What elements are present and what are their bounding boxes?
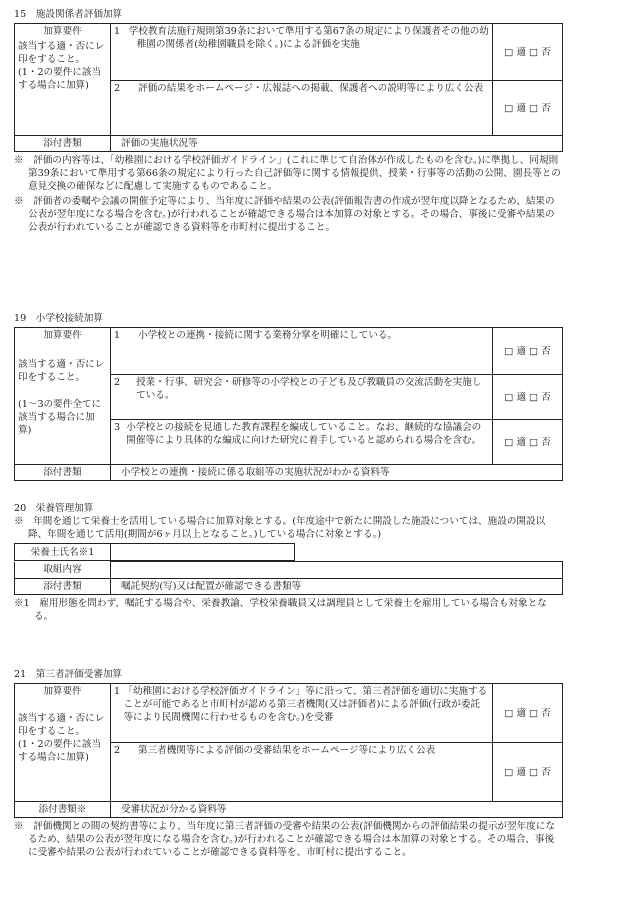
check-appropriate-inappropriate[interactable]: □ 適 □ 否 [504, 766, 551, 778]
note: ※1 雇用形態を問わず、嘱託する場合や、栄養教諭、学校栄養職員又は調理員として栄養士を雇用している場合も対象となる。 [14, 598, 547, 622]
req-desc-text: 該当する適・否にレ印をすること。 (1・2の要件に該当する場合に加算) [18, 41, 105, 91]
item-number: 2 [114, 377, 121, 388]
item-number: 2 [114, 745, 121, 756]
nutritionist-name-table [14, 543, 295, 561]
attachment-value: 嘱託契約(写)又は配置が確認できる書類等 [111, 579, 563, 595]
req-desc-text: (1～3の要件全てに該当する場合に加算) [18, 399, 102, 436]
activity-field[interactable] [111, 562, 563, 579]
check-appropriate-inappropriate[interactable]: □ 適 □ 否 [504, 391, 551, 403]
attachment-label: 添付書類 [15, 136, 111, 152]
nutritionist-name-field[interactable] [111, 544, 295, 561]
attachment-label: 添付書類 [15, 579, 111, 595]
note: ※ 評価者の委嘱や会議の開催予定等により、当年度に評価や結果の公表(評価報告書の作成が翌年度以降となるため、結果の公表が翌年度になる場合を含む。)が行われることが確認できる場合は本加算の対象とする。その場合、事後に受審や結果の公表が行われていることが確認できる資料等を市町村に提出すること。 [14, 196, 555, 233]
req-desc-text: 該当する適・否にレ印をすること。 [18, 359, 105, 383]
item-2 [111, 375, 493, 420]
req-header: 加算要件 [43, 686, 82, 697]
check-cell-3[interactable] [493, 420, 563, 465]
note: ※ 評価の内容等は、「幼稚園における学校評価ガイドライン」(これに準じて自治体が作成したものを含む。)に準拠し、同規則第39条において準用する第66条の規定により行った自己評価等に関する情報提供、授業・行事等の活動の公開、園長等との意見交換の確保などに配慮して実施するものであること。 [14, 155, 561, 192]
item-number: 1 [114, 686, 121, 697]
section-21-table [14, 683, 563, 818]
item-2 [111, 81, 493, 136]
check-appropriate-inappropriate[interactable]: □ 適 □ 否 [504, 102, 551, 114]
item-text: 「幼稚園における学校評価ガイドライン」等に沿って、第三者評価を適切に実施することが可能であると市町村が認める第三者機関(又は評価者)による評価(行政が委託等により民間機関に行わせるものを含む。)を受審 [123, 686, 488, 723]
item-number: 1 [114, 330, 121, 341]
section-20-title: 20 栄養管理加算 [14, 503, 94, 514]
check-cell-2[interactable] [493, 375, 563, 420]
req-header: 加算要件 [43, 330, 82, 341]
check-appropriate-inappropriate[interactable]: □ 適 □ 否 [504, 707, 551, 719]
item-number: 2 [114, 83, 121, 94]
section-19-table [14, 327, 563, 481]
note: ※ 評価機関との間の契約書等により、当年度に第三者評価の受審や結果の公表(評価機関からの評価結果の提示が翌年度になるため、結果の公表が翌年度になる場合を含む。)が行われることが確認できる場合は本加算の対象とする。その場合、事後に受審や結果の公表が行われていることが確認できる資料等を、市町村に提出すること。 [14, 821, 555, 858]
section-15 [14, 8, 562, 234]
item-text: 評価の結果をホームページ・広報誌への掲載、保護者への説明等により広く公表 [138, 83, 484, 94]
req-description [15, 684, 111, 802]
item-1 [111, 684, 493, 743]
check-cell-1[interactable] [493, 24, 563, 81]
note: ※ 年間を通じて栄養士を活用している場合に加算対象とする。(年度途中で新たに開設した施設については、施設の開設以降、年間を通じて活用(期間が6ヶ月以上となること。)している場合に対象とする。) [14, 516, 546, 540]
item-text: 学校教育法施行規則第39条において準用する第67条の規定により保護者その他の幼稚園の関係者(幼稚園職員を除く。)による評価を実施 [128, 26, 489, 50]
section-21 [14, 668, 562, 859]
attachment-value: 小学校との連携・接続に係る取組等の実施状況がわかる資料等 [111, 465, 563, 481]
item-number: 1 [114, 26, 121, 37]
check-cell-1[interactable] [493, 684, 563, 743]
item-text: 小学校との連携・接続に関する業務分掌を明確にしている。 [138, 330, 398, 341]
check-appropriate-inappropriate[interactable]: □ 適 □ 否 [504, 436, 551, 448]
check-cell-2[interactable] [493, 81, 563, 136]
section-15-title: 15 施設関係者評価加算 [14, 9, 123, 20]
activity-label: 取組内容 [15, 562, 111, 579]
item-text: 第三者機関等による評価の受審結果をホームページ等により広く公表 [138, 745, 436, 756]
check-appropriate-inappropriate[interactable]: □ 適 □ 否 [504, 345, 551, 357]
item-text: 小学校との接続を見通した教育課程を編成していること。なお、継続的な協議会の開催等により具体的な編成に向けた研究に着手していると認められる場合を含む。 [126, 422, 482, 446]
req-description [15, 328, 111, 465]
section-19-title: 19 小学校接続加算 [14, 313, 103, 324]
nutritionist-name-label: 栄養士氏名※1 [15, 544, 111, 561]
section-21-title: 21 第三者評価受審加算 [14, 669, 123, 680]
check-cell-1[interactable] [493, 328, 563, 375]
attachment-value: 評価の実施状況等 [111, 136, 563, 152]
section-20-table [14, 561, 563, 595]
section-15-table [14, 23, 563, 152]
req-desc-text: 該当する適・否にレ印をすること。 (1・2の要件に該当する場合に加算) [18, 713, 105, 763]
req-description [15, 39, 111, 136]
section-19 [14, 312, 562, 481]
attachment-label: 添付書類※ [15, 802, 111, 818]
section-20 [14, 502, 562, 623]
item-number: 3 [114, 422, 121, 433]
req-header: 加算要件 [15, 24, 111, 40]
item-1 [111, 328, 493, 375]
attachment-value: 受審状況が分かる資料等 [111, 802, 563, 818]
item-text: 授業・行事、研究会・研修等の小学校との子ども及び教職員の交流活動を実施している。 [136, 377, 482, 401]
item-2 [111, 743, 493, 802]
check-cell-2[interactable] [493, 743, 563, 802]
attachment-label: 添付書類 [15, 465, 111, 481]
check-appropriate-inappropriate[interactable]: □ 適 □ 否 [504, 46, 551, 58]
item-1 [111, 24, 493, 81]
item-3 [111, 420, 493, 465]
